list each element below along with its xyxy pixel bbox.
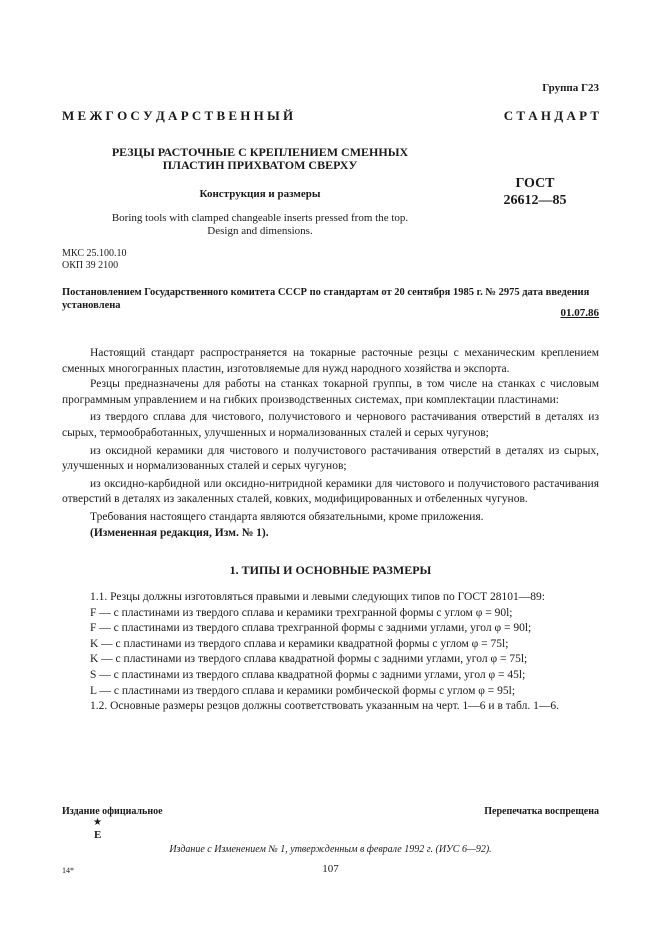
group-label: Группа Г23 (542, 82, 599, 94)
amendment-note: (Измененная редакция, Изм. № 1). (90, 526, 269, 539)
gost-number: 26612—85 (503, 193, 567, 208)
paragraph: из оксидно-карбидной или оксидно-нитридной керамики для чистового и получистового растачивания отверстий в деталях из закаленных сталей, ковких, модифицированных и отбеленных чугунов. (62, 477, 599, 506)
english-title (80, 212, 440, 238)
document-title (80, 146, 440, 172)
list-item: S — с пластинами из твердого сплава квадратной формы с задними углами, угол φ = 45l; (90, 668, 526, 681)
paragraph: Настоящий стандарт распространяется на токарные расточные резцы с механическим креплением сменных многогранных пластин, изготовляемые для нужд народного хозяйства и экспорта. (62, 347, 599, 375)
star-icon: ★ (93, 817, 102, 828)
paragraph: из оксидной керамики для чистового и получистового растачивания отверстий в деталях из сырых, улучшенных и нормализованных сталей и серых чугунов; (62, 444, 599, 473)
list-item: F — с пластинами из твердого сплава и керамики трехгранной формы с углом φ = 90l; (90, 606, 513, 619)
amendment-edition-note: Издание с Изменением № 1, утвержденным в феврале 1992 г. (ИУС 6—92). (169, 844, 492, 855)
clause-1-2: 1.2. Основные размеры резцов должны соответствовать указанным на черт. 1—6 и в табл. 1—6. (90, 700, 559, 713)
page-number: 107 (322, 863, 339, 875)
decree-text: Постановлением Государственного комитета СССР по стандартам от 20 сентября 1985 г. № 2975 дата введения установлена (62, 287, 590, 311)
english-title-line-2: Design and dimensions. (207, 225, 313, 237)
title-line-1: РЕЗЦЫ РАСТОЧНЫЕ С КРЕПЛЕНИЕМ СМЕННЫХ (111, 145, 409, 159)
types-list (62, 590, 599, 715)
official-edition-label: Издание официальное (62, 806, 163, 817)
gost-designation (480, 175, 590, 209)
paragraph: Требования настоящего стандарта являются обязательными, кроме приложения. (90, 510, 484, 523)
list-item: L — с пластинами из твердого сплава и керамики ромбической формы с углом φ = 95l; (90, 684, 516, 697)
paragraph: Резцы предназначены для работы на станках токарной группы, в том числе на станках с числовым программным управлением и на гибких производственных системах, при комплектации пластинами: (62, 378, 599, 406)
edition-letter: E (94, 829, 102, 841)
list-item: K — с пластинами из твердого сплава квадратной формы с задними углами, угол φ = 75l; (90, 653, 528, 666)
list-item: K — с пластинами из твердого сплава и керамики квадратной формы с углом φ = 75l; (90, 637, 509, 650)
paragraph: из твердого сплава для чистового, получистового и чернового растачивания отверстий в деталях из сырых, термообработанных, улучшенных и нормализованных сталей и серых чугунов; (62, 411, 599, 439)
banner-left: М Е Ж Г О С У Д А Р С Т В Е Н Н Ы Й (62, 108, 294, 123)
section-heading: 1. ТИПЫ И ОСНОВНЫЕ РАЗМЕРЫ (229, 563, 432, 577)
document-subtitle: Конструкция и размеры (199, 188, 321, 200)
mks-code: МКС 25.100.10 (62, 248, 127, 259)
signature-mark: 14* (62, 866, 74, 875)
reprint-prohibited-label: Перепечатка воспрещена (484, 806, 599, 817)
classification-codes (62, 248, 126, 272)
standard-banner (62, 108, 599, 124)
list-item: F — с пластинами из твердого сплава трехгранной формы с задними углами, угол φ = 90l; (90, 622, 532, 635)
english-title-line-1: Boring tools with clamped changeable inserts pressed from the top. (111, 212, 409, 224)
body-text (62, 346, 599, 541)
okp-code: ОКП 39 2100 (62, 260, 119, 271)
types-intro: 1.1. Резцы должны изготовляться правыми и левыми следующих типов по ГОСТ 28101—89: (90, 591, 545, 603)
gost-label: ГОСТ (515, 176, 555, 191)
banner-right: С Т А Н Д А Р Т (503, 108, 599, 123)
title-line-2: ПЛАСТИН ПРИХВАТОМ СВЕРХУ (162, 158, 358, 172)
effective-date: 01.07.86 (560, 307, 599, 319)
